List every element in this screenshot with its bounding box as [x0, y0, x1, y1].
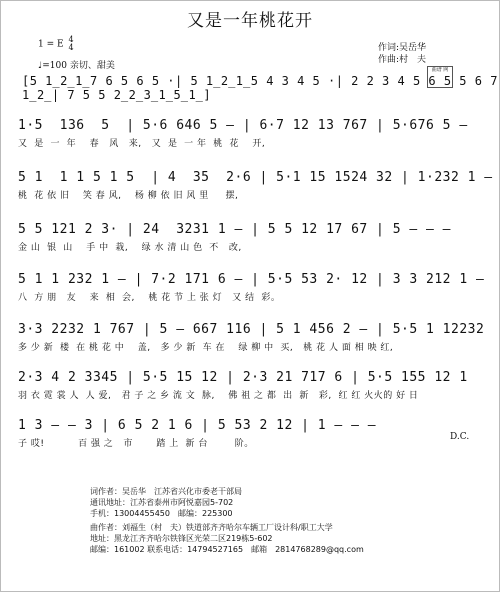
score-row-7 [18, 418, 488, 450]
key-signature [38, 36, 74, 52]
lyrics-line: 多 少 新 楼 在 桃 花 中 盖, 多 少 新 车 在 绿 柳 中 买, 桃 花 人 面 相 映 红, [18, 343, 394, 353]
composer-contact [90, 522, 364, 555]
score-row-1 [18, 118, 488, 150]
footer-line: 邮编：161002 联系电话：14794527165 邮箱 2814768289@qq.com [90, 545, 364, 554]
footer-line: 词作者：吴岳华 江苏省兴化市委老干部局 [90, 487, 242, 496]
notes-line: 5 1 1 1 5 1 5 | 4 35 2·6 | 5·1 15 1524 32 | 1·232 1 – [18, 170, 493, 185]
notes-line: 1·5 136 5 | 5·6 646 5 – | 6·7 12 13 767 | 5·676 5 – [18, 118, 468, 133]
lyrics-line: 金 山 银 山 手 中 栽, 绿 水 清 山 色 不 改, [18, 243, 242, 253]
score-row-5 [18, 322, 488, 354]
lyricist-contact [90, 486, 242, 519]
lyrics-line: 桃 花 依 旧 笑 春 风, 杨 柳 依 旧 风 里 摆, [18, 191, 239, 201]
score-row-2 [18, 170, 493, 202]
intro-notes: [5 1̲2̲1̲7 6 5 6 5 ·| 5 1̲2̲1̲5 4 3 4 5 ·| 2 2 3 4 5 6 5 5 6 7 1̲2̲| 7 5 5 2̲2̲3̲1̲5̲1̲] [22, 74, 498, 102]
da-capo-mark: D.C. [450, 432, 470, 442]
score-row-6 [18, 370, 488, 402]
lyrics-line: 子 哎! 百 强 之 市 踏 上 新 台 阶。 [18, 439, 254, 449]
lyrics-line: 羽 衣 霓 裳 人 人 爱, 君 子 之 乡 流 文 脉, 佛 祖 之 都 出 新 彩, 红 红 火火的 好 日 [18, 391, 419, 401]
lyrics-line: 又 是 一 年 春 风 来, 又 是 一 年 桃 花 开, [18, 139, 266, 149]
composer-credit: 作曲:村 夫 [378, 55, 427, 65]
time-num: 4 [68, 35, 74, 44]
footer-line: 曲作者：刘福生（村 夫）铁道部齐齐哈尔车辆工厂设计科/职工大学 [90, 523, 333, 532]
footer-line: 地址：黑龙江齐齐哈尔铁锋区光荣二区219栋5-602 [90, 534, 273, 543]
lyrics-line: 八 方 朋 友 来 相 会, 桃 花 节 上 张 灯 又 结 彩。 [18, 293, 281, 303]
notes-line: 5 5 121 2 3· | 24 3231 1 – | 5 5 12 17 67 | 5 – – – [18, 222, 451, 237]
score-row-3 [18, 222, 488, 254]
time-signature [68, 36, 73, 52]
notes-line: 5 1 1 232 1 – | 7·2 171 6 – | 5·5 53 2· 12 | 3 3 212 1 – [18, 272, 485, 287]
notes-line: 3·3 2232 1 767 | 5 – 667 116 | 5 1 456 2 – | 5·5 1 12232 [18, 322, 485, 337]
watermark-seal: 曲谱 网 [427, 66, 453, 88]
notes-line: 1 3 – – 3 | 6 5 2 1 6 | 5 53 2 12 | 1 – – – [18, 418, 377, 433]
footer-line: 通讯地址：江苏省泰州市阿悦嘉园5-702 [90, 498, 234, 507]
tempo-marking: ♩=100 亲切、甜美 [38, 61, 115, 71]
score-row-4 [18, 272, 488, 304]
footer-line: 手机：13004455450 邮编：225300 [90, 509, 233, 518]
song-title: 又是一年桃花开 [187, 11, 313, 31]
time-den: 4 [68, 43, 74, 52]
key-prefix: 1 = E [38, 39, 64, 50]
notes-line: 2·3 4 2 3345 | 5·5 15 12 | 2·3 21 717 6 | 5·5 155 12 1 [18, 370, 468, 385]
lyricist-credit: 作词:吴岳华 [378, 43, 427, 53]
